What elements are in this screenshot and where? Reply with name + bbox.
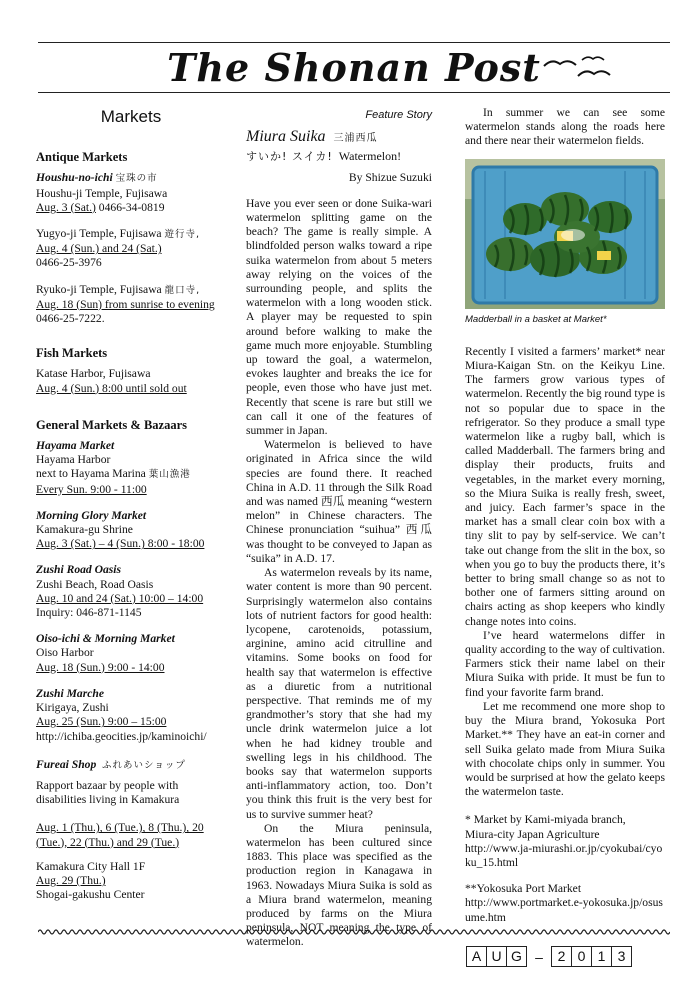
article-subtitle-jp: すいか! スイカ! (246, 150, 333, 164)
market-name: Oiso-ichi & Morning Market (36, 632, 175, 646)
market-entry (36, 758, 226, 903)
seagulls-icon (542, 52, 612, 82)
market-entry (36, 563, 226, 620)
feature-label: Feature Story (365, 109, 432, 121)
market-place: Hayama Harbor (36, 453, 111, 467)
issue-month-letter: U (487, 947, 507, 966)
market-description: Rapport bazaar by people with disabilities living in Kamakura (36, 778, 180, 807)
market-name-jp: 葉山漁港 (148, 469, 191, 481)
market-phone: 0466-25-3976 (36, 256, 102, 270)
market-name-jp: 龍口寺, (164, 284, 201, 296)
article-paragraph: In summer we can see some watermelon stands along the roads here and there near their watermelon fields. (465, 106, 665, 148)
market-date: Aug. 25 (Sun.) 9:00 – 15:00 (36, 715, 167, 729)
market-name: Houshu-no-ichi (36, 171, 113, 185)
photo-caption: Madderball in a basket at Market* (465, 313, 607, 325)
market-entry (36, 227, 226, 271)
market-phone: 0466-34-0819 (95, 200, 165, 214)
masthead (38, 46, 670, 90)
market-date: Aug. 4 (Sun.) and 24 (Sat.) (36, 242, 162, 256)
top-rule (38, 42, 670, 43)
market-place-detail: next to Hayama Marina (36, 467, 146, 481)
watermelon-photo (465, 159, 665, 309)
markets-heading: Markets (100, 107, 162, 126)
market-date: Aug. 18 (Sun) from sunrise to evening (36, 297, 215, 311)
issue-year-digit: 2 (552, 947, 572, 966)
article-paragraph: Let me recommend one more shop to buy the Miura brand, Yokosuka Port Market.** They have an eat-in corner and sell Suika gelato made from Miura Suika with chocolate chips only in summer. You would be surprised at how the gelato keeps the watermelon taste. (465, 699, 665, 799)
market-date: Aug. 18 (Sun.) 9:00 - 14:00 (36, 660, 165, 674)
markets-column (36, 106, 226, 914)
market-place: Yugyo-ji Temple, Fujisawa (36, 227, 162, 241)
market-entry (36, 171, 226, 215)
footnote (465, 882, 665, 925)
market-phone: 0466-25-7222. (36, 312, 105, 326)
market-entry (36, 439, 226, 497)
continuation-column (465, 106, 665, 937)
market-name-jp: 宝珠の市 (115, 173, 158, 185)
article-subtitle-text: Watermelon! (338, 149, 402, 164)
market-date: Aug. 3 (Sat.) (36, 200, 96, 214)
issue-separator: – (535, 948, 543, 965)
market-place: Shogai-gakushu Center (36, 888, 145, 902)
market-name: Morning Glory Market (36, 508, 147, 522)
market-name: Zushi Road Oasis (36, 563, 122, 577)
market-date: Aug. 4 (Sun.) 8:00 until sold out (36, 381, 187, 395)
market-name: Zushi Marche (36, 686, 104, 700)
watermelon-basket-image (465, 159, 665, 309)
market-name: Hayama Market (36, 439, 115, 453)
issue-month-letter: G (511, 948, 522, 964)
issue-date (466, 946, 632, 967)
market-place: Kamakura-gu Shrine (36, 523, 133, 537)
footnote-line: * Market by Kami-miyada branch, (465, 813, 626, 827)
market-date: Every Sun. 9:00 - 11:00 (36, 482, 147, 496)
market-entry (36, 687, 226, 744)
article-paragraph: Recently I visited a farmers’ market* near Miura-Kaigan Stn. on the Keikyu Line. The farmers grow various types of watermelon. Recently the big round type is not so popular due to space in the refrigerator. So they produce a small type watermelon like a rugby ball, which is called Madderball. The farmers bring and display their products, fruits and vegetables, in the market every morning, so the Miura Suika is really fresh, sweet, and juicy. Each farmer’s space in the market has a small clear coin box with a tiny slit to pay by self-service. We can’t take out change from the slit in the box, so when you go to buy the products there, it’s better to bring small change so as not to bother one of farmers sitting around on chairs acting as shop keepers who kindly change notes into coins. (465, 344, 665, 628)
article-title (246, 130, 432, 146)
market-place: Kamakura City Hall 1F (36, 859, 146, 873)
footnote-url[interactable]: http://www.ja-miurashi.or.jp/cyokubai/cyoku_15.html (465, 841, 663, 869)
market-name: Fureai Shop (36, 757, 97, 771)
market-name-jp: ふれあいショップ (102, 759, 186, 771)
issue-year-digit: 3 (617, 948, 626, 964)
article-subtitle (246, 149, 432, 164)
issue-month-letter: A (467, 947, 487, 966)
market-date: Aug. 3 (Sat.) – 4 (Sun.) 8:00 - 18:00 (36, 537, 205, 551)
article-paragraph: As watermelon reveals by its name, water content is more than 90 percent. Surprisingly watermelon also contains lots of nutrient factors for good health: lycopene, carotenoids, potassium, arginine, amino acid citrulline and vitamins. Some books on food for health say that watermelon is effective as a diuretic from a nutritional perspective. That reminds me of my grandmother’s story that she had my uncle drink watermelon juice a lot when he had kidney trouble and swelling legs in his childhood. The books say that watermelon supports anti-inflammatory action, too. Don’t you think this fruit is the very best for us to survive summer heat? (246, 566, 432, 821)
issue-year-digit: 0 (572, 947, 592, 966)
market-place: Ryuko-ji Temple, Fujisawa (36, 282, 162, 296)
footnote-line: Miura-city Japan Agriculture (465, 827, 600, 841)
market-place: Houshu-ji Temple, Fujisawa (36, 186, 168, 200)
market-entry (36, 509, 226, 552)
market-name-jp: 遊行寺, (164, 229, 200, 241)
market-date: Aug. 29 (Thu.) (36, 873, 106, 887)
article-paragraph: I’ve heard watermelons differ in quality according to the way of cultivation. Farmers stick their name label on their Miura Suika with pride. It must be fun to find your favorite farm brand. (465, 628, 665, 699)
footnote-line: **Yokosuka Port Market (465, 882, 582, 896)
article-paragraph: Watermelon is believed to have originated in Africa since the wild species are found there. It reached China in A.D. 11 through the Silk Road and was named 西瓜 meaning “western melon” in Chinese characters. The Chinese pronunciation “suihua” 西瓜 was thought to be conveyed to Japan as “suika” in A.D. 17. (246, 438, 432, 565)
article-title-jp: 三浦西瓜 (333, 133, 378, 145)
footnote (465, 813, 665, 870)
market-inquiry: Inquiry: 046-871-1145 (36, 606, 142, 620)
issue-year-digit: 1 (592, 947, 612, 966)
issue-month-box (466, 946, 527, 967)
feature-column (246, 106, 432, 950)
market-place: Kirigaya, Zushi (36, 701, 109, 715)
article-paragraph: Have you ever seen or done Suika-wari watermelon splitting game on the beach? The game is really simple. A blindfolded person walks toward a ripe suika watermelon from about 5 meters away relying on the voices of the surrounding people, and splits the watermelon with a long wooden stick. A player may be requested to spin around before walking to make the game much more enjoyable. Stumbling up toward the goal, a watermelon, evokes laughter and breaks the ice for people, even those who have just met. Recently that scene is rare but still we can call it one of the features of summer in Japan. (246, 196, 432, 438)
fish-markets-heading: Fish Markets (36, 346, 108, 361)
masthead-bottom-rule (38, 92, 670, 93)
market-entry (36, 283, 226, 327)
issue-year-box (551, 946, 632, 967)
market-place: Zushi Beach, Road Oasis (36, 577, 154, 591)
article-paragraph: On the Miura peninsula, watermelon has been cultured since 1883. This place was specified as the production region in Kanagawa in 1963. Nowadays Miura Suika is sold as a Miura brand watermelon, meaning produced by farms on the Miura peninsula, NOT meaning the type of watermelon. (246, 821, 432, 949)
masthead-title: The Shonan Post (167, 45, 541, 90)
byline: By Shizue Suzuki (348, 170, 432, 184)
footnote-url[interactable]: http://www.portmarket.e-yokosuka.jp/osusume.htm (465, 896, 663, 924)
wavy-divider (38, 928, 670, 936)
article-title-text: Miura Suika (246, 128, 326, 146)
market-place: Oiso Harbor (36, 646, 94, 660)
market-place: Katase Harbor, Fujisawa (36, 367, 151, 381)
general-markets-heading: General Markets & Bazaars (36, 417, 188, 432)
market-url[interactable]: http://ichiba.geocities.jp/kaminoichi/ (36, 729, 207, 743)
antique-markets-heading: Antique Markets (36, 150, 128, 165)
market-date: Aug. 10 and 24 (Sat.) 10:00 – 14:00 (36, 591, 204, 605)
market-date: Aug. 1 (Thu.), 6 (Tue.), 8 (Thu.), 20 (Tue.), 22 (Thu.) and 29 (Tue.) (36, 821, 204, 849)
market-entry (36, 367, 226, 395)
market-entry (36, 632, 226, 675)
